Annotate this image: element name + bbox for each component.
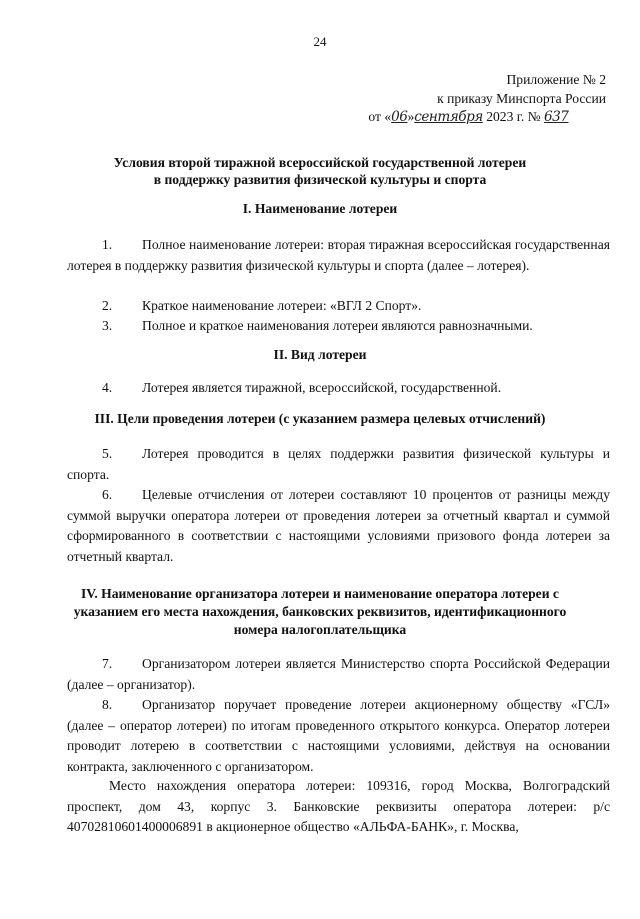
title-line-1: Условия второй тиражной всероссийской государственной лотереи [113,155,527,170]
paragraph-9: Место нахождения оператора лотереи: 109316, город Москва, Волгоградский проспект, дом 43, корпус 3. Банковские реквизиты оператора лотереи: р/с 40702810601400006891 в акционерное общество «АЛЬФА-БАНК», г. Москва, [67,778,610,834]
paragraph-1-text: Полное наименование лотереи: вторая тиражная всероссийская государственная лотерея в поддержку развития физической культуры и спорта (далее – лотерея). [67,237,610,273]
title-line-2: в поддержку развития физической культуры и спорта [153,172,487,187]
paragraph-3 [67,316,610,337]
document-title [60,154,580,188]
handwritten-order-number: 637 [544,109,569,125]
appendix-line-1: Приложение № 2 [506,72,606,87]
paragraph-4-number: 4. [102,380,113,395]
section-4-heading-line-3: номера налогоплательщика [233,622,407,637]
paragraph-5-text: Лотерея проводится в целях поддержки развития физической культуры и спорта. [67,446,610,482]
handwritten-month: сентября [414,109,483,125]
paragraph-1-number: 1. [102,237,113,252]
paragraph-2-number: 2. [102,298,113,313]
paragraph-4-text: Лотерея является тиражной, всероссийской, государственной. [142,380,502,395]
appendix-line-2: к приказу Минспорта России [437,91,606,106]
paragraph-6 [67,485,610,567]
paragraph-4 [67,378,610,399]
paragraph-6-text: Целевые отчисления от лотереи составляют 10 процентов от разницы между суммой выручки оператора лотереи от проведения лотереи за отчетный квартал и суммой сформированного в соответствии с настоящими условиями призового фонда лотереи за отчетный квартал. [67,487,610,564]
paragraph-2-text: Краткое наименование лотереи: «ВГЛ 2 Спорт». [142,298,422,313]
paragraph-8-text: Организатор поручает проведение лотереи акционерному обществу «ГСЛ» (далее – оператор лотереи) по итогам проведенного открытого конкурса. Оператор лотереи проводит лотерею в соответствии с настоящими условиями, действуя на основании контракта, заключенного с организатором. [67,697,610,774]
paragraph-8 [67,695,610,777]
paragraph-5-number: 5. [102,446,113,461]
paragraph-1 [67,235,610,276]
section-2-heading: II. Вид лотереи [273,347,367,362]
paragraph-7-text: Организатором лотереи является Министерство спорта Российской Федерации (далее – организатор). [67,656,610,692]
appendix-date-mid: » [407,109,415,124]
appendix-date-line [0,109,606,125]
appendix-year: 2023 г. № [486,109,541,124]
paragraph-3-number: 3. [102,318,113,333]
paragraph-7 [67,654,610,695]
paragraph-2 [67,296,610,317]
section-4-heading-line-1: IV. Наименование организатора лотереи и наименование оператора лотереи с [81,586,559,601]
handwritten-day: 06 [391,109,408,125]
section-4-heading-line-2: указанием его места нахождения, банковских реквизитов, идентификационного [73,604,567,619]
section-3-heading: III. Цели проведения лотереи (с указанием размера целевых отчислений) [94,411,546,426]
paragraph-8-number: 8. [102,697,113,712]
section-1-heading: I. Наименование лотереи [242,201,398,216]
appendix-date-prefix: от « [368,109,392,124]
paragraph-6-number: 6. [102,487,113,502]
paragraph-7-number: 7. [102,656,113,671]
page-number: 24 [313,34,327,49]
section-4-heading [30,585,610,639]
paragraph-3-text: Полное и краткое наименования лотереи являются равнозначными. [142,318,533,333]
paragraph-5 [67,444,610,485]
